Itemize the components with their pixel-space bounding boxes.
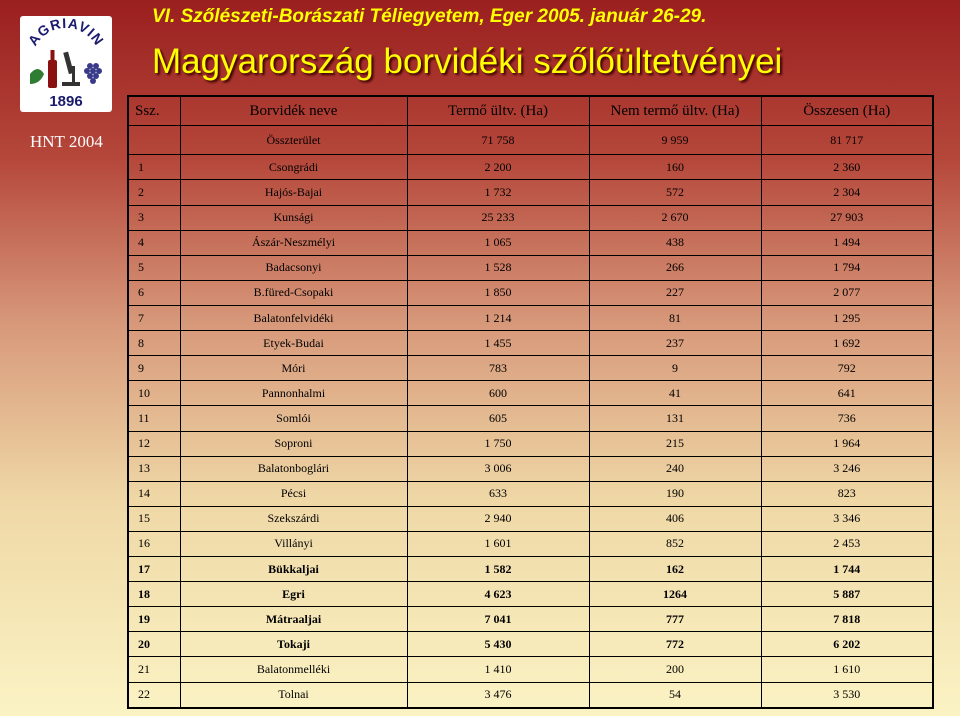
row-productive: 1 850 (407, 280, 589, 305)
row-productive: 1 732 (407, 180, 589, 205)
row-total: 2 304 (761, 180, 933, 205)
row-total: 641 (761, 381, 933, 406)
row-no: 3 (128, 205, 180, 230)
total-no (128, 126, 180, 155)
row-region-name: Villányi (180, 531, 407, 556)
row-total: 6 202 (761, 632, 933, 657)
row-nonproductive: 190 (589, 481, 761, 506)
row-no: 7 (128, 305, 180, 330)
table-header-row (128, 96, 933, 126)
row-region-name: Egri (180, 582, 407, 607)
row-no: 21 (128, 657, 180, 682)
table-row (128, 230, 933, 255)
row-total: 2 077 (761, 280, 933, 305)
row-region-name: Kunsági (180, 205, 407, 230)
row-total: 3 346 (761, 506, 933, 531)
row-no: 22 (128, 682, 180, 708)
total-label: Összterület (180, 126, 407, 155)
header-no: Ssz. (128, 96, 180, 126)
row-region-name: Tolnai (180, 682, 407, 708)
row-no: 12 (128, 431, 180, 456)
row-total: 1 964 (761, 431, 933, 456)
row-nonproductive: 266 (589, 255, 761, 280)
total-nonproductive: 9 959 (589, 126, 761, 155)
row-region-name: Móri (180, 356, 407, 381)
row-productive: 3 476 (407, 682, 589, 708)
row-total: 1 692 (761, 331, 933, 356)
grape-cluster-icon (84, 63, 102, 84)
row-productive: 1 582 (407, 557, 589, 582)
row-nonproductive: 227 (589, 280, 761, 305)
table-row (128, 607, 933, 632)
row-nonproductive: 9 (589, 356, 761, 381)
row-nonproductive: 438 (589, 230, 761, 255)
row-no: 15 (128, 506, 180, 531)
header-region: Borvidék neve (180, 96, 407, 126)
table-row (128, 557, 933, 582)
row-total: 1 494 (761, 230, 933, 255)
row-no: 17 (128, 557, 180, 582)
row-region-name: Bükkaljai (180, 557, 407, 582)
table-row (128, 280, 933, 305)
total-row (128, 126, 933, 155)
table-row (128, 431, 933, 456)
table-row (128, 180, 933, 205)
row-nonproductive: 1264 (589, 582, 761, 607)
row-productive: 5 430 (407, 632, 589, 657)
row-total: 1 610 (761, 657, 933, 682)
table-row (128, 456, 933, 481)
row-region-name: Hajós-Bajai (180, 180, 407, 205)
row-nonproductive: 2 670 (589, 205, 761, 230)
row-region-name: Balatonboglári (180, 456, 407, 481)
row-no: 19 (128, 607, 180, 632)
table-row (128, 582, 933, 607)
row-region-name: Badacsonyi (180, 255, 407, 280)
row-total: 27 903 (761, 205, 933, 230)
table-row (128, 205, 933, 230)
row-no: 6 (128, 280, 180, 305)
row-productive: 1 601 (407, 531, 589, 556)
row-region-name: Mátraaljai (180, 607, 407, 632)
row-total: 3 530 (761, 682, 933, 708)
row-total: 3 246 (761, 456, 933, 481)
row-no: 11 (128, 406, 180, 431)
row-total: 792 (761, 356, 933, 381)
row-productive: 605 (407, 406, 589, 431)
logo-name: AGRIAVIN (24, 16, 108, 49)
row-total: 1 744 (761, 557, 933, 582)
row-productive: 2 940 (407, 506, 589, 531)
row-no: 1 (128, 155, 180, 180)
row-region-name: Balatonmelléki (180, 657, 407, 682)
row-total: 5 887 (761, 582, 933, 607)
table-row (128, 657, 933, 682)
table-row (128, 506, 933, 531)
row-productive: 1 455 (407, 331, 589, 356)
row-nonproductive: 200 (589, 657, 761, 682)
table-row (128, 531, 933, 556)
row-productive: 1 528 (407, 255, 589, 280)
row-total: 736 (761, 406, 933, 431)
row-nonproductive: 54 (589, 682, 761, 708)
agriavin-logo (20, 16, 112, 112)
page-title: Magyarország borvidéki szőlőültetvényei (152, 42, 783, 81)
row-region-name: Szekszárdi (180, 506, 407, 531)
row-total: 7 818 (761, 607, 933, 632)
row-region-name: B.füred-Csopaki (180, 280, 407, 305)
row-nonproductive: 406 (589, 506, 761, 531)
table-row (128, 331, 933, 356)
row-nonproductive: 215 (589, 431, 761, 456)
table-row (128, 481, 933, 506)
wine-region-table-container (127, 95, 932, 709)
header-nonproductive: Nem termő ültv. (Ha) (589, 96, 761, 126)
row-no: 14 (128, 481, 180, 506)
row-total: 1 794 (761, 255, 933, 280)
row-total: 1 295 (761, 305, 933, 330)
row-productive: 600 (407, 381, 589, 406)
row-nonproductive: 81 (589, 305, 761, 330)
row-nonproductive: 852 (589, 531, 761, 556)
row-nonproductive: 777 (589, 607, 761, 632)
row-no: 13 (128, 456, 180, 481)
row-nonproductive: 41 (589, 381, 761, 406)
row-productive: 2 200 (407, 155, 589, 180)
event-title: VI. Szőlészeti-Borászati Téliegyetem, Eger 2005. január 26-29. (152, 6, 707, 27)
row-no: 18 (128, 582, 180, 607)
row-no: 8 (128, 331, 180, 356)
row-region-name: Pannonhalmi (180, 381, 407, 406)
row-total: 2 453 (761, 531, 933, 556)
row-region-name: Tokaji (180, 632, 407, 657)
table-row (128, 682, 933, 708)
row-productive: 3 006 (407, 456, 589, 481)
row-productive: 25 233 (407, 205, 589, 230)
table-row (128, 155, 933, 180)
total-total: 81 717 (761, 126, 933, 155)
row-productive: 1 214 (407, 305, 589, 330)
wine-bottle-icon (48, 50, 57, 88)
wine-region-table (127, 95, 934, 709)
row-productive: 1 410 (407, 657, 589, 682)
logo-year: 1896 (49, 93, 83, 110)
row-productive: 4 623 (407, 582, 589, 607)
table-row (128, 356, 933, 381)
header-productive: Termő ültv. (Ha) (407, 96, 589, 126)
row-total: 2 360 (761, 155, 933, 180)
row-region-name: Pécsi (180, 481, 407, 506)
row-nonproductive: 131 (589, 406, 761, 431)
row-no: 20 (128, 632, 180, 657)
row-region-name: Ászár-Neszmélyi (180, 230, 407, 255)
row-total: 823 (761, 481, 933, 506)
microscope-icon (62, 52, 80, 86)
row-nonproductive: 240 (589, 456, 761, 481)
row-no: 10 (128, 381, 180, 406)
header-total: Összesen (Ha) (761, 96, 933, 126)
row-nonproductive: 160 (589, 155, 761, 180)
row-region-name: Somlói (180, 406, 407, 431)
row-nonproductive: 237 (589, 331, 761, 356)
agriavin-logo-graphic (20, 16, 112, 112)
side-label: HNT 2004 (30, 132, 103, 151)
row-productive: 1 065 (407, 230, 589, 255)
row-no: 2 (128, 180, 180, 205)
row-productive: 783 (407, 356, 589, 381)
table-row (128, 305, 933, 330)
table-row (128, 632, 933, 657)
row-no: 9 (128, 356, 180, 381)
row-region-name: Balatonfelvidéki (180, 305, 407, 330)
grape-leaf-icon (30, 69, 44, 84)
table-row (128, 406, 933, 431)
row-productive: 7 041 (407, 607, 589, 632)
row-productive: 1 750 (407, 431, 589, 456)
row-productive: 633 (407, 481, 589, 506)
table-row (128, 381, 933, 406)
row-nonproductive: 162 (589, 557, 761, 582)
row-region-name: Etyek-Budai (180, 331, 407, 356)
table-row (128, 255, 933, 280)
svg-text:AGRIAVIN (25, 16, 108, 48)
row-no: 5 (128, 255, 180, 280)
row-region-name: Soproni (180, 431, 407, 456)
row-nonproductive: 572 (589, 180, 761, 205)
row-region-name: Csongrádi (180, 155, 407, 180)
row-no: 16 (128, 531, 180, 556)
total-productive: 71 758 (407, 126, 589, 155)
row-no: 4 (128, 230, 180, 255)
row-nonproductive: 772 (589, 632, 761, 657)
